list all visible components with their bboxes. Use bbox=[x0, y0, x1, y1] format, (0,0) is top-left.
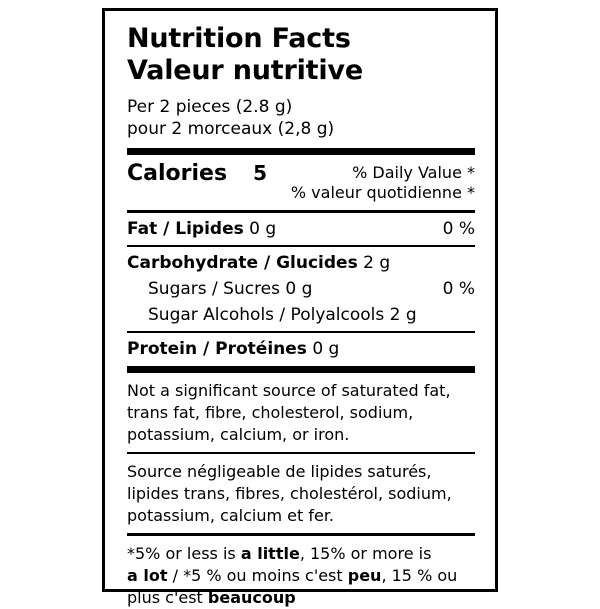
note-en-line-2: trans fat, fibre, cholesterol, sodium, bbox=[127, 402, 414, 422]
not-significant-source-note-en bbox=[127, 380, 475, 446]
divider-thick-bottom bbox=[127, 366, 475, 373]
footnote-2d: , 15 % ou bbox=[381, 566, 458, 586]
nutrient-name-fat-bold: Fat / Lipides bbox=[127, 218, 244, 239]
footnote-3a: plus c'est bbox=[127, 588, 208, 608]
divider-after-fat bbox=[127, 245, 475, 247]
nutrient-row-fat bbox=[127, 219, 475, 239]
daily-value-header bbox=[291, 161, 475, 204]
note-fr-line-1: Source négligeable de lipides saturés, bbox=[127, 462, 432, 482]
nutrient-name-carbohydrate-bold: Carbohydrate / Glucides bbox=[127, 252, 358, 273]
nutrient-row-sugars bbox=[127, 279, 475, 299]
divider-thick-top bbox=[127, 148, 475, 155]
page-title: Nutrition Facts bbox=[127, 23, 351, 54]
nutrient-name-sugars: Sugars / Sucres 0 g bbox=[148, 278, 313, 299]
nutrient-amount-fat: 0 g bbox=[243, 218, 277, 239]
nutrient-name-protein bbox=[127, 339, 339, 359]
footnote-line-1 bbox=[127, 543, 475, 565]
serving-size-fr: pour 2 morceaux (2,8 g) bbox=[127, 119, 335, 140]
not-significant-source-note-fr bbox=[127, 461, 475, 527]
footnote-2c: peu bbox=[347, 566, 382, 586]
page-title-french: Valeur nutritive bbox=[127, 55, 363, 87]
serving-size-en: Per 2 pieces (2.8 g) bbox=[127, 96, 293, 117]
footnote-2b: / *5 % ou moins c'est bbox=[167, 566, 348, 586]
daily-value-footnote bbox=[127, 543, 475, 609]
serving-size bbox=[127, 96, 475, 141]
divider-before-footnote bbox=[127, 533, 475, 536]
calories-label: Calories bbox=[127, 160, 228, 186]
nutrient-row-sugar-alcohols bbox=[127, 305, 475, 325]
nutrient-name-carbohydrate bbox=[127, 253, 390, 273]
nutrient-dv-fat: 0 % bbox=[442, 218, 475, 239]
footnote-line-2 bbox=[127, 565, 475, 587]
daily-value-header-fr: % valeur quotidienne * bbox=[290, 183, 475, 203]
calories-left bbox=[127, 161, 267, 186]
nutrient-row-protein bbox=[127, 339, 475, 359]
footnote-2a: a lot bbox=[127, 566, 168, 586]
footnote-1a: *5% or less is bbox=[127, 544, 241, 564]
nutrient-amount-carbohydrate: 2 g bbox=[357, 252, 391, 273]
note-en-line-1: Not a significant source of saturated fat, bbox=[127, 380, 451, 400]
note-fr-line-2: lipides trans, fibres, cholestérol, sodium, bbox=[127, 484, 452, 504]
divider-between-notes bbox=[127, 452, 475, 454]
note-en-line-3: potassium, calcium, or iron. bbox=[127, 424, 350, 444]
footnote-1c: , 15% or more is bbox=[299, 544, 432, 564]
calories-value: 5 bbox=[253, 160, 267, 185]
nutrient-name-fat bbox=[127, 219, 276, 239]
footnote-3b: beaucoup bbox=[207, 588, 296, 608]
note-fr-line-3: potassium, calcium et fer. bbox=[127, 506, 335, 526]
nutrient-amount-protein: 0 g bbox=[306, 338, 340, 359]
nutrient-row-carbohydrate bbox=[127, 253, 475, 273]
divider-after-carbohydrate bbox=[127, 331, 475, 333]
daily-value-header-en: % Daily Value * bbox=[352, 162, 475, 182]
nutrient-dv-sugars: 0 % bbox=[442, 278, 475, 299]
footnote-line-3 bbox=[127, 587, 475, 609]
footnote-1b: a little bbox=[240, 544, 300, 564]
nutrient-name-sugar-alcohols: Sugar Alcohols / Polyalcools 2 g bbox=[148, 304, 417, 325]
nutrition-facts-panel bbox=[102, 8, 498, 608]
divider-after-calories bbox=[127, 210, 475, 213]
calories-row bbox=[127, 161, 475, 204]
nutrient-name-protein-bold: Protein / Protéines bbox=[127, 338, 307, 359]
